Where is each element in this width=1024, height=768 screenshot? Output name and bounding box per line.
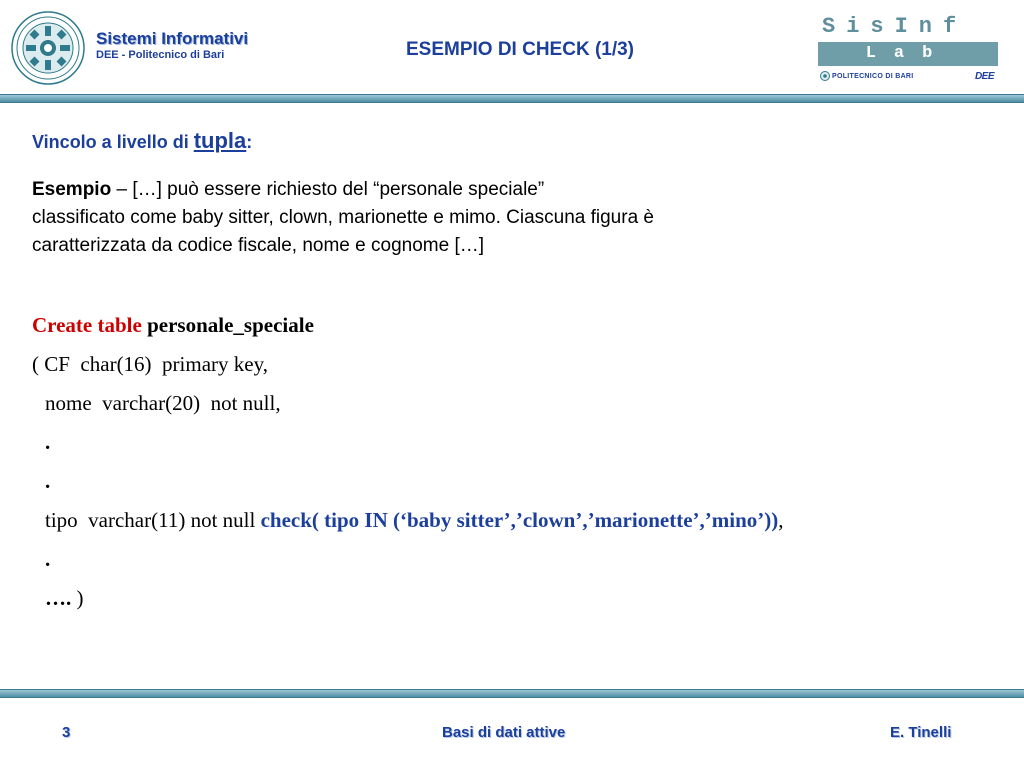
author-name: E. Tinelli	[890, 724, 952, 741]
keyword-create-table: Create table	[32, 313, 142, 337]
logo-sisinf-text: SisInf	[822, 14, 968, 39]
code-line-cf: ( CF char(16) primary key,	[32, 352, 268, 376]
subtitle-suffix: :	[246, 132, 253, 152]
tupla-link[interactable]: tupla	[193, 128, 247, 153]
section-subtitle	[32, 128, 252, 154]
code-line-nome: nome varchar(20) not null,	[45, 391, 281, 415]
tipo-suffix: ,	[778, 508, 784, 532]
logo-politecnico-text: POLITECNICO DI BARI	[832, 73, 914, 80]
example-paragraph	[32, 176, 932, 260]
org-name: Sistemi Informativi	[96, 29, 249, 48]
university-seal-logo	[10, 10, 86, 86]
sql-code-block	[32, 306, 784, 618]
example-lead: Esempio	[32, 179, 112, 200]
code-close-paren: )	[71, 586, 84, 610]
example-line-1	[32, 176, 932, 204]
example-line-1-text: – […] può essere richiesto del “personale speciale”	[111, 179, 545, 200]
footer-divider	[0, 689, 1024, 698]
course-name: Basi di dati attive	[442, 724, 566, 741]
page-number: 3	[62, 724, 71, 741]
logo-lab-band: Lab	[818, 42, 998, 66]
code-line-dot-3: .	[45, 547, 51, 571]
mini-seal-icon	[820, 71, 830, 81]
subtitle-prefix: Vincolo a livello di	[32, 132, 194, 152]
sisinf-lab-logo	[818, 14, 998, 84]
logo-dee-text: DEE	[974, 71, 994, 82]
code-line-tipo	[32, 501, 784, 540]
code-line-dot-1: .	[45, 430, 51, 454]
code-line-close	[32, 579, 784, 618]
code-ellipsis: ….	[45, 586, 72, 610]
tipo-definition: tipo varchar(11) not null	[45, 508, 261, 532]
slide-title: ESEMPIO DI CHECK (1/3)	[405, 39, 635, 60]
code-line-dot-2: .	[45, 469, 51, 493]
org-subtitle: DEE - Politecnico di Bari	[96, 49, 225, 61]
check-constraint: check( tipo IN (‘baby sitter’,’clown’,’marionette’,’mino’))	[260, 508, 779, 532]
table-name: personale_speciale	[141, 313, 314, 337]
code-line-create	[32, 306, 784, 345]
example-line-2: classificato come baby sitter, clown, marionette e mimo. Ciascuna figura è	[32, 207, 654, 228]
org-block	[96, 30, 248, 62]
header-divider	[0, 94, 1024, 103]
logo-bottom-row	[818, 70, 998, 84]
example-line-3: caratterizzata da codice fiscale, nome e cognome […]	[32, 235, 485, 256]
